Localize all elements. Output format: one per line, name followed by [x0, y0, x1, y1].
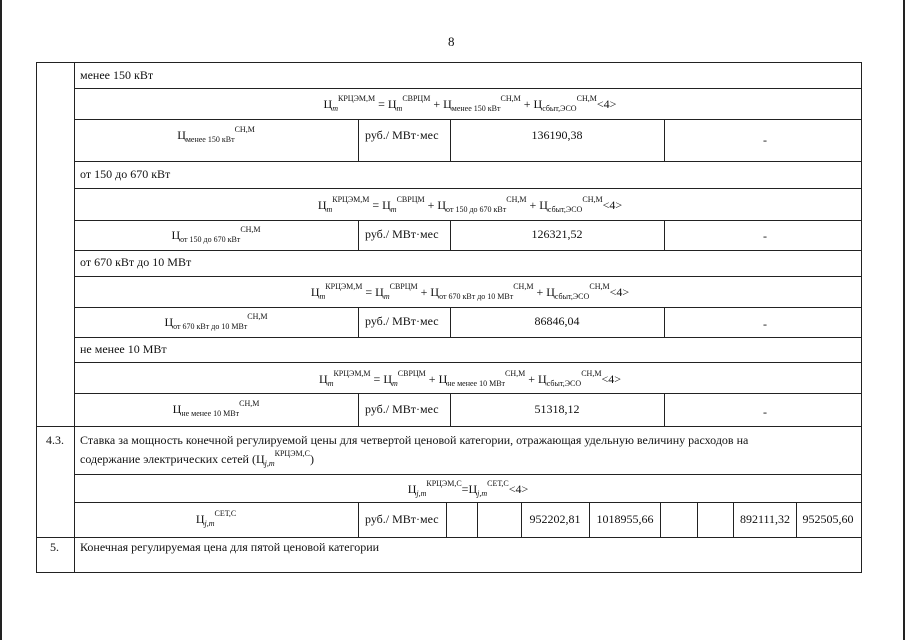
- table-line: [74, 276, 862, 277]
- formula-sub: менее 150 кВт: [451, 104, 501, 113]
- table-line: [74, 474, 862, 475]
- formula-sup: СЕТ,С: [487, 479, 509, 488]
- row-text: содержание электрических сетей (: [80, 452, 256, 466]
- table-line: [74, 161, 862, 162]
- table-line: [74, 119, 862, 120]
- table-line: [796, 502, 797, 537]
- formula-sub: от 670 кВт до 10 МВт: [439, 292, 514, 301]
- component-symbol: [171, 225, 261, 244]
- formula-sup: СВРЦМ: [389, 282, 418, 291]
- dash-cell: -: [763, 405, 767, 419]
- dash-cell: -: [763, 229, 767, 243]
- formula-sub: m: [327, 379, 334, 388]
- table-line: [36, 62, 37, 572]
- table-line: [358, 220, 359, 250]
- table-line: [36, 62, 861, 63]
- formula-symbol: Ц: [468, 482, 478, 496]
- value-cell: 51318,12: [534, 402, 580, 416]
- table-line: [74, 393, 862, 394]
- formula-symbol: Ц: [382, 198, 391, 212]
- formula-symbol: Ц: [443, 97, 452, 111]
- formula-sup: СН,М: [581, 369, 602, 378]
- row-text: Конечная регулируемая цена для пятой ценовой категории: [80, 540, 380, 554]
- formula-op: +: [427, 198, 435, 212]
- formula-sup: КРЦЭМ,С: [426, 479, 462, 488]
- formula-op: +: [536, 285, 544, 299]
- value-cell: 126321,52: [531, 227, 583, 241]
- formula-sub: сбыт,ЭСО: [547, 205, 583, 214]
- table-line: [664, 119, 665, 161]
- table-line: [74, 250, 862, 251]
- formula-sub: m: [392, 379, 398, 388]
- formula-symbol: Ц: [407, 482, 417, 496]
- page-number: 8: [448, 34, 455, 49]
- formula-sup: СЕТ,С: [214, 509, 237, 518]
- dash-cell: -: [763, 133, 767, 147]
- table-line: [36, 426, 862, 427]
- table-line: [450, 119, 451, 161]
- table-line: [74, 362, 862, 363]
- table-line: [36, 537, 862, 538]
- table-line: [74, 502, 862, 503]
- formula-op: +: [529, 198, 537, 212]
- value-cell: 952505,60: [802, 512, 854, 526]
- formula-sup: СВРЦМ: [402, 94, 431, 103]
- table-line: [358, 119, 359, 161]
- formula-symbol: Ц: [430, 285, 440, 299]
- formula-sub: не менее 10 МВт: [181, 409, 240, 418]
- formula-sup: СН,М: [582, 195, 603, 204]
- table-line: [589, 502, 590, 537]
- formula-op: =: [365, 285, 373, 299]
- formula-sup: КРЦЭМ,М: [325, 282, 363, 291]
- formula: [407, 479, 529, 498]
- formula-sup: СН,М: [239, 399, 260, 408]
- formula-sup: СН,М: [505, 369, 526, 378]
- formula-sub: не менее 10 МВт: [447, 379, 506, 388]
- formula-symbol: Ц: [533, 97, 543, 111]
- formula-op: =: [372, 198, 380, 212]
- formula-sup: СН,М: [240, 225, 261, 234]
- formula-op: =: [373, 372, 381, 386]
- row-number: 4.3.: [46, 433, 64, 447]
- formula-symbol: Ц: [177, 128, 186, 142]
- formula-ref: <4>: [596, 97, 617, 111]
- formula-sub: m: [326, 205, 333, 214]
- table-line: [477, 502, 478, 537]
- table-line: [450, 393, 451, 426]
- table-line: [660, 502, 661, 537]
- formula-op: +: [433, 97, 441, 111]
- value-cell: 1018955,66: [596, 512, 654, 526]
- formula-symbol: Ц: [539, 198, 548, 212]
- value-cell: 892111,32: [739, 512, 791, 526]
- table-line: [358, 307, 359, 337]
- formula-sup: КРЦЭМ,М: [333, 369, 371, 378]
- table-line: [358, 502, 359, 537]
- table-line: [74, 188, 862, 189]
- table-line: [74, 220, 862, 221]
- formula-symbol: Ц: [171, 228, 181, 242]
- formula-sup: СН,М: [500, 94, 521, 103]
- formula-symbol: Ц: [438, 372, 448, 386]
- formula-sup: СН,М: [234, 125, 255, 134]
- table-line: [36, 572, 862, 573]
- formula-op: =: [378, 97, 385, 111]
- formula-sup: КРЦЭМ,М: [338, 94, 376, 103]
- table-line: [664, 393, 665, 426]
- formula-symbol: Ц: [383, 372, 392, 386]
- table-line: [521, 502, 522, 537]
- table-line: [74, 337, 862, 338]
- unit-cell: руб./ МВт·мес: [365, 227, 439, 241]
- formula-symbol: Ц: [164, 315, 174, 329]
- formula-symbol: Ц: [255, 452, 265, 466]
- formula: [317, 195, 623, 214]
- table-line: [74, 307, 862, 308]
- table-line: [861, 62, 862, 572]
- table-line: [74, 62, 75, 572]
- value-cell: 952202,81: [529, 512, 581, 526]
- formula-sup: КРЦЭМ,М: [332, 195, 370, 204]
- unit-cell: руб./ МВт·мес: [365, 128, 439, 142]
- formula: [310, 282, 630, 301]
- section-label: от 670 кВт до 10 МВт: [80, 255, 192, 269]
- table-line: [446, 502, 447, 537]
- formula-sup: СН,М: [513, 282, 534, 291]
- table-line: [358, 393, 359, 426]
- formula-sub: от 670 кВт до 10 МВт: [173, 322, 248, 331]
- section-label: от 150 до 670 кВт: [80, 167, 171, 181]
- value-cell: 86846,04: [534, 314, 580, 328]
- section-label: менее 150 кВт: [80, 68, 154, 82]
- formula-sup: СН,М: [506, 195, 527, 204]
- formula-symbol: Ц: [172, 402, 182, 416]
- formula-sub: j,m: [477, 489, 488, 498]
- formula-symbol: Ц: [323, 97, 333, 111]
- row-text-line2: [80, 449, 314, 468]
- formula-sub: m: [332, 104, 338, 113]
- formula-sub: менее 150 кВт: [185, 135, 235, 144]
- component-symbol: [177, 125, 255, 144]
- formula-sup: СВРЦМ: [396, 195, 425, 204]
- formula-sup: СВРЦМ: [397, 369, 426, 378]
- formula-op: +: [528, 372, 536, 386]
- formula-symbol: Ц: [387, 97, 397, 111]
- formula-sub: j,m: [204, 519, 215, 528]
- table-line: [664, 220, 665, 250]
- formula-ref: <4>: [508, 482, 529, 496]
- formula: [323, 94, 617, 113]
- formula-sub: сбыт,ЭСО: [546, 379, 582, 388]
- formula-symbol: Ц: [375, 285, 384, 299]
- unit-cell: руб./ МВт·мес: [365, 512, 439, 526]
- dash-cell: -: [763, 317, 767, 331]
- table-line: [450, 220, 451, 250]
- formula-op: +: [428, 372, 436, 386]
- section-label: не менее 10 МВт: [80, 342, 167, 356]
- formula-sup: КРЦЭМ,С: [274, 449, 310, 458]
- formula-sub: m: [319, 292, 326, 301]
- formula-sub: от 150 до 670 кВт: [180, 235, 241, 244]
- row-text: Ставка за мощность конечной регулируемой цены для четвертой ценовой категории, отражающая удельную величину расходов на: [80, 433, 749, 447]
- formula-symbol: Ц: [437, 198, 447, 212]
- formula-symbol: Ц: [310, 285, 320, 299]
- formula-sup: СН,М: [247, 312, 268, 321]
- formula-ref: <4>: [609, 285, 630, 299]
- formula-sup: СН,М: [576, 94, 597, 103]
- table-line: [664, 307, 665, 337]
- component-symbol: [164, 312, 268, 331]
- row-number: 5.: [50, 540, 59, 554]
- unit-cell: руб./ МВт·мес: [365, 402, 439, 416]
- formula-symbol: Ц: [317, 198, 327, 212]
- formula-symbol: Ц: [538, 372, 547, 386]
- formula-symbol: Ц: [546, 285, 555, 299]
- formula-sub: j,m: [264, 459, 275, 468]
- formula-op: +: [420, 285, 428, 299]
- formula-sub: m: [390, 205, 397, 214]
- formula-sub: от 150 до 670 кВт: [446, 205, 507, 214]
- formula-ref: <4>: [602, 198, 623, 212]
- formula: [319, 369, 621, 388]
- formula-sub: m: [396, 104, 403, 113]
- table-line: [74, 88, 862, 89]
- formula-op: +: [523, 97, 531, 111]
- formula-sub: сбыт,ЭСО: [554, 292, 590, 301]
- component-symbol: [195, 509, 237, 528]
- value-cell: 136190,38: [531, 128, 583, 142]
- formula-sub: j,m: [416, 489, 427, 498]
- formula-ref: <4>: [601, 372, 621, 386]
- formula-symbol: Ц: [319, 372, 328, 386]
- table-line: [450, 307, 451, 337]
- table-line: [733, 502, 734, 537]
- formula-op: ): [309, 452, 314, 466]
- unit-cell: руб./ МВт·мес: [365, 314, 439, 328]
- formula-sub: m: [383, 292, 390, 301]
- component-symbol: [172, 399, 260, 418]
- formula-op: =: [461, 482, 469, 496]
- formula-symbol: Ц: [195, 512, 205, 526]
- table-line: [697, 502, 698, 537]
- formula-sup: СН,М: [589, 282, 610, 291]
- formula-sub: сбыт,ЭСО: [542, 104, 577, 113]
